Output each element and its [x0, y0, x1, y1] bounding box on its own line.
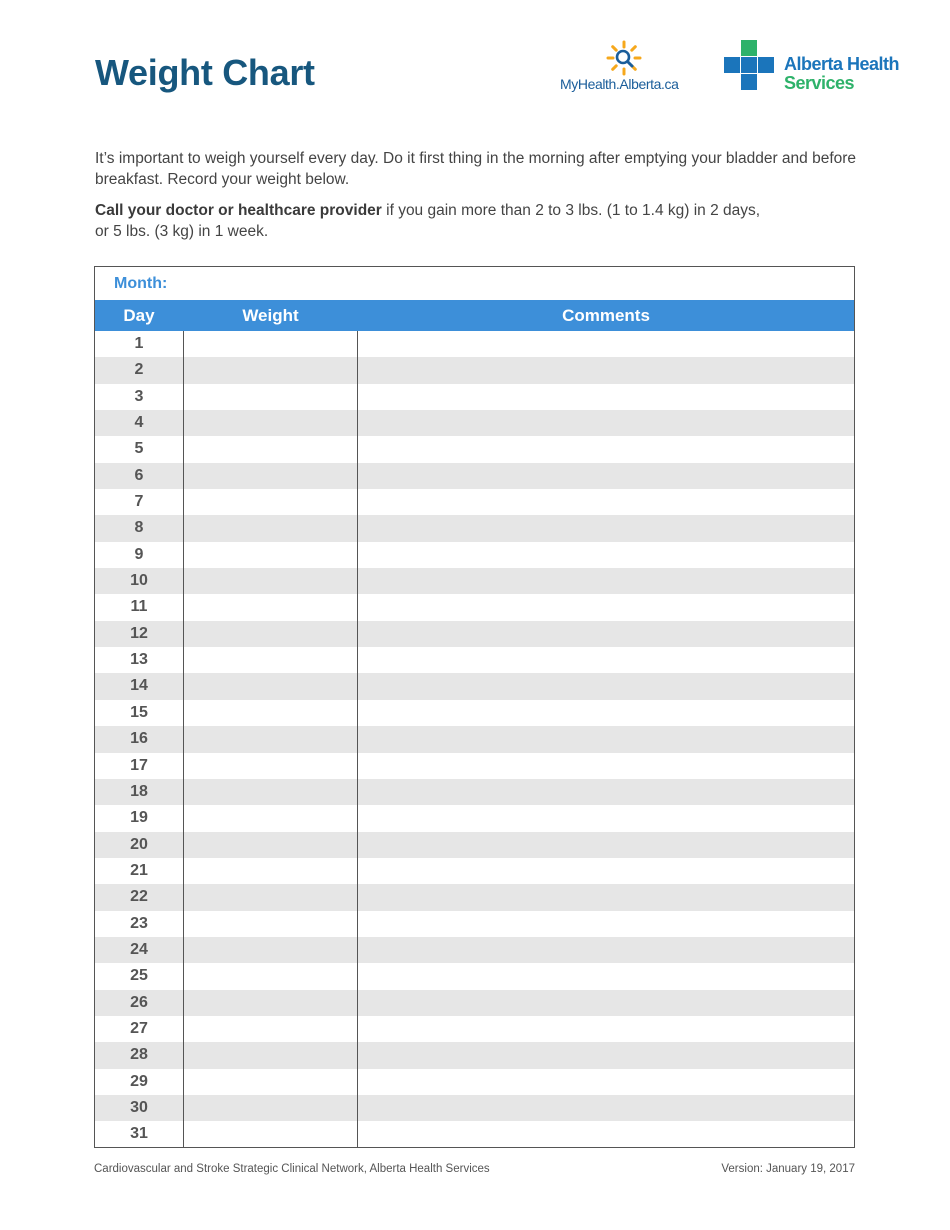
- table-row: [95, 463, 854, 489]
- table-row: [95, 779, 854, 805]
- comments-entry-cell[interactable]: [358, 647, 854, 673]
- weekly-threshold-text: or 5 lbs. (3 kg) in 1 week.: [95, 223, 269, 240]
- day-cell: 10: [130, 572, 148, 590]
- comments-entry-cell[interactable]: [358, 489, 854, 515]
- table-row: [95, 1069, 854, 1095]
- day-cell: 29: [130, 1072, 148, 1090]
- comments-entry-cell[interactable]: [358, 673, 854, 699]
- weight-entry-cell[interactable]: [183, 911, 358, 937]
- day-cell: 22: [130, 888, 148, 906]
- comments-entry-cell[interactable]: [358, 1042, 854, 1068]
- table-row: [95, 911, 854, 937]
- call-provider-emphasis: Call your doctor or healthcare provider: [95, 202, 382, 219]
- weight-entry-cell[interactable]: [183, 990, 358, 1016]
- table-row: [95, 357, 854, 383]
- weight-entry-cell[interactable]: [183, 384, 358, 410]
- table-row: [95, 726, 854, 752]
- day-cell: 26: [130, 993, 148, 1011]
- day-cell: 8: [134, 519, 144, 537]
- table-body: [95, 331, 854, 1148]
- table-row: [95, 700, 854, 726]
- weight-entry-cell[interactable]: [183, 410, 358, 436]
- table-header: [95, 300, 854, 331]
- weight-entry-cell[interactable]: [183, 1121, 358, 1147]
- weight-entry-cell[interactable]: [183, 436, 358, 462]
- page-title: Weight Chart: [95, 52, 315, 93]
- comments-entry-cell[interactable]: [358, 1016, 854, 1042]
- day-cell: 27: [130, 1019, 148, 1037]
- comments-entry-cell[interactable]: [358, 990, 854, 1016]
- day-cell: 28: [130, 1046, 148, 1064]
- column-header-day: Day: [123, 306, 155, 325]
- day-cell: 23: [130, 914, 148, 932]
- table-row: [95, 489, 854, 515]
- weight-entry-cell[interactable]: [183, 832, 358, 858]
- comments-entry-cell[interactable]: [358, 805, 854, 831]
- comments-entry-cell[interactable]: [358, 542, 854, 568]
- weight-entry-cell[interactable]: [183, 673, 358, 699]
- weight-entry-cell[interactable]: [183, 1069, 358, 1095]
- table-row: [95, 1095, 854, 1121]
- day-cell: 9: [134, 545, 144, 563]
- day-cell: 6: [134, 466, 144, 484]
- weight-log-table: [94, 266, 855, 1148]
- column-header-weight: Weight: [242, 306, 299, 325]
- day-cell: 12: [130, 624, 148, 642]
- weight-entry-cell[interactable]: [183, 463, 358, 489]
- table-row: [95, 858, 854, 884]
- column-header-comments: Comments: [562, 306, 650, 325]
- weight-entry-cell[interactable]: [183, 1042, 358, 1068]
- table-row: [95, 805, 854, 831]
- instructions-paragraph-2: [95, 200, 865, 242]
- weight-entry-cell[interactable]: [183, 858, 358, 884]
- comments-entry-cell[interactable]: [358, 594, 854, 620]
- table-row: [95, 647, 854, 673]
- day-cell: 3: [134, 387, 144, 405]
- table-row: [95, 410, 854, 436]
- table-row: [95, 436, 854, 462]
- ahs-logo-line1: Alberta Health: [784, 54, 900, 74]
- comments-entry-cell[interactable]: [358, 331, 854, 357]
- comments-entry-cell[interactable]: [358, 911, 854, 937]
- day-cell: 14: [130, 677, 148, 695]
- comments-entry-cell[interactable]: [358, 1069, 854, 1095]
- weight-entry-cell[interactable]: [183, 884, 358, 910]
- table-row: [95, 621, 854, 647]
- day-cell: 11: [130, 598, 148, 616]
- comments-entry-cell[interactable]: [358, 700, 854, 726]
- day-cell: 7: [134, 493, 144, 511]
- table-row: [95, 542, 854, 568]
- day-cell: 21: [130, 861, 148, 879]
- day-cell: 5: [134, 440, 144, 458]
- day-cell: 18: [130, 782, 148, 800]
- weight-entry-cell[interactable]: [183, 726, 358, 752]
- comments-entry-cell[interactable]: [358, 937, 854, 963]
- health-cross-icon: [724, 40, 776, 92]
- weight-entry-cell[interactable]: [183, 515, 358, 541]
- table-row: [95, 832, 854, 858]
- comments-entry-cell[interactable]: [358, 884, 854, 910]
- column-divider: [357, 331, 358, 1147]
- weight-entry-cell[interactable]: [183, 700, 358, 726]
- day-cell: 20: [130, 835, 148, 853]
- instructions: [95, 148, 865, 242]
- comments-entry-cell[interactable]: [358, 858, 854, 884]
- day-cell: 2: [134, 361, 144, 379]
- weight-entry-cell[interactable]: [183, 1095, 358, 1121]
- weight-entry-cell[interactable]: [183, 594, 358, 620]
- day-cell: 16: [130, 730, 148, 748]
- day-cell: 17: [130, 756, 148, 774]
- comments-entry-cell[interactable]: [358, 621, 854, 647]
- instructions-paragraph-1: It’s important to weigh yourself every day. Do it first thing in the morning after emptying your bladder and before breakfast. Record your weight below.: [95, 150, 857, 188]
- table-row: [95, 884, 854, 910]
- myhealth-alberta-logo: [558, 40, 688, 96]
- table-row: [95, 963, 854, 989]
- table-row: [95, 1016, 854, 1042]
- table-row: [95, 990, 854, 1016]
- weight-entry-cell[interactable]: [183, 357, 358, 383]
- day-cell: 24: [130, 940, 148, 958]
- weight-entry-cell[interactable]: [183, 331, 358, 357]
- comments-entry-cell[interactable]: [358, 463, 854, 489]
- table-row: [95, 753, 854, 779]
- weight-entry-cell[interactable]: [183, 963, 358, 989]
- weight-entry-cell[interactable]: [183, 753, 358, 779]
- day-cell: 31: [130, 1125, 148, 1143]
- table-row: [95, 515, 854, 541]
- sun-magnifier-icon: [606, 40, 642, 76]
- day-cell: 30: [130, 1098, 148, 1116]
- comments-entry-cell[interactable]: [358, 568, 854, 594]
- table-row: [95, 1121, 854, 1147]
- month-label: Month:: [114, 275, 168, 292]
- table-row: [95, 331, 854, 357]
- weight-entry-cell[interactable]: [183, 805, 358, 831]
- column-divider: [183, 331, 184, 1147]
- day-cell: 25: [130, 967, 148, 985]
- table-row: [95, 1042, 854, 1068]
- comments-entry-cell[interactable]: [358, 515, 854, 541]
- comments-entry-cell[interactable]: [358, 753, 854, 779]
- comments-entry-cell[interactable]: [358, 1095, 854, 1121]
- comments-entry-cell[interactable]: [358, 1121, 854, 1147]
- gain-threshold-text: if you gain more than 2 to 3 lbs. (1 to 1.4 kg) in 2 days,: [381, 202, 761, 219]
- weight-entry-cell[interactable]: [183, 568, 358, 594]
- table-row: [95, 384, 854, 410]
- table-row: [95, 937, 854, 963]
- weight-entry-cell[interactable]: [183, 1016, 358, 1042]
- weight-entry-cell[interactable]: [183, 542, 358, 568]
- comments-entry-cell[interactable]: [358, 410, 854, 436]
- comments-entry-cell[interactable]: [358, 832, 854, 858]
- myhealth-logo-text: MyHealth.Alberta.ca: [560, 76, 679, 92]
- ahs-logo-line2: Services: [784, 73, 855, 93]
- comments-entry-cell[interactable]: [358, 384, 854, 410]
- weight-entry-cell[interactable]: [183, 621, 358, 647]
- footer-version: Version: January 19, 2017: [721, 1163, 855, 1175]
- day-cell: 1: [134, 335, 144, 352]
- weight-entry-cell[interactable]: [183, 937, 358, 963]
- table-row: [95, 594, 854, 620]
- table-row: [95, 568, 854, 594]
- footer-organization: Cardiovascular and Stroke Strategic Clinical Network, Alberta Health Services: [94, 1163, 490, 1175]
- day-cell: 13: [130, 651, 148, 669]
- table-row: [95, 673, 854, 699]
- weight-entry-cell[interactable]: [183, 779, 358, 805]
- comments-entry-cell[interactable]: [358, 726, 854, 752]
- weight-entry-cell[interactable]: [183, 489, 358, 515]
- day-cell: 19: [130, 809, 148, 827]
- day-cell: 4: [134, 414, 144, 432]
- comments-entry-cell[interactable]: [358, 436, 854, 462]
- weight-entry-cell[interactable]: [183, 647, 358, 673]
- comments-entry-cell[interactable]: [358, 357, 854, 383]
- day-cell: 15: [130, 703, 148, 721]
- comments-entry-cell[interactable]: [358, 963, 854, 989]
- comments-entry-cell[interactable]: [358, 779, 854, 805]
- alberta-health-services-logo: [724, 40, 904, 94]
